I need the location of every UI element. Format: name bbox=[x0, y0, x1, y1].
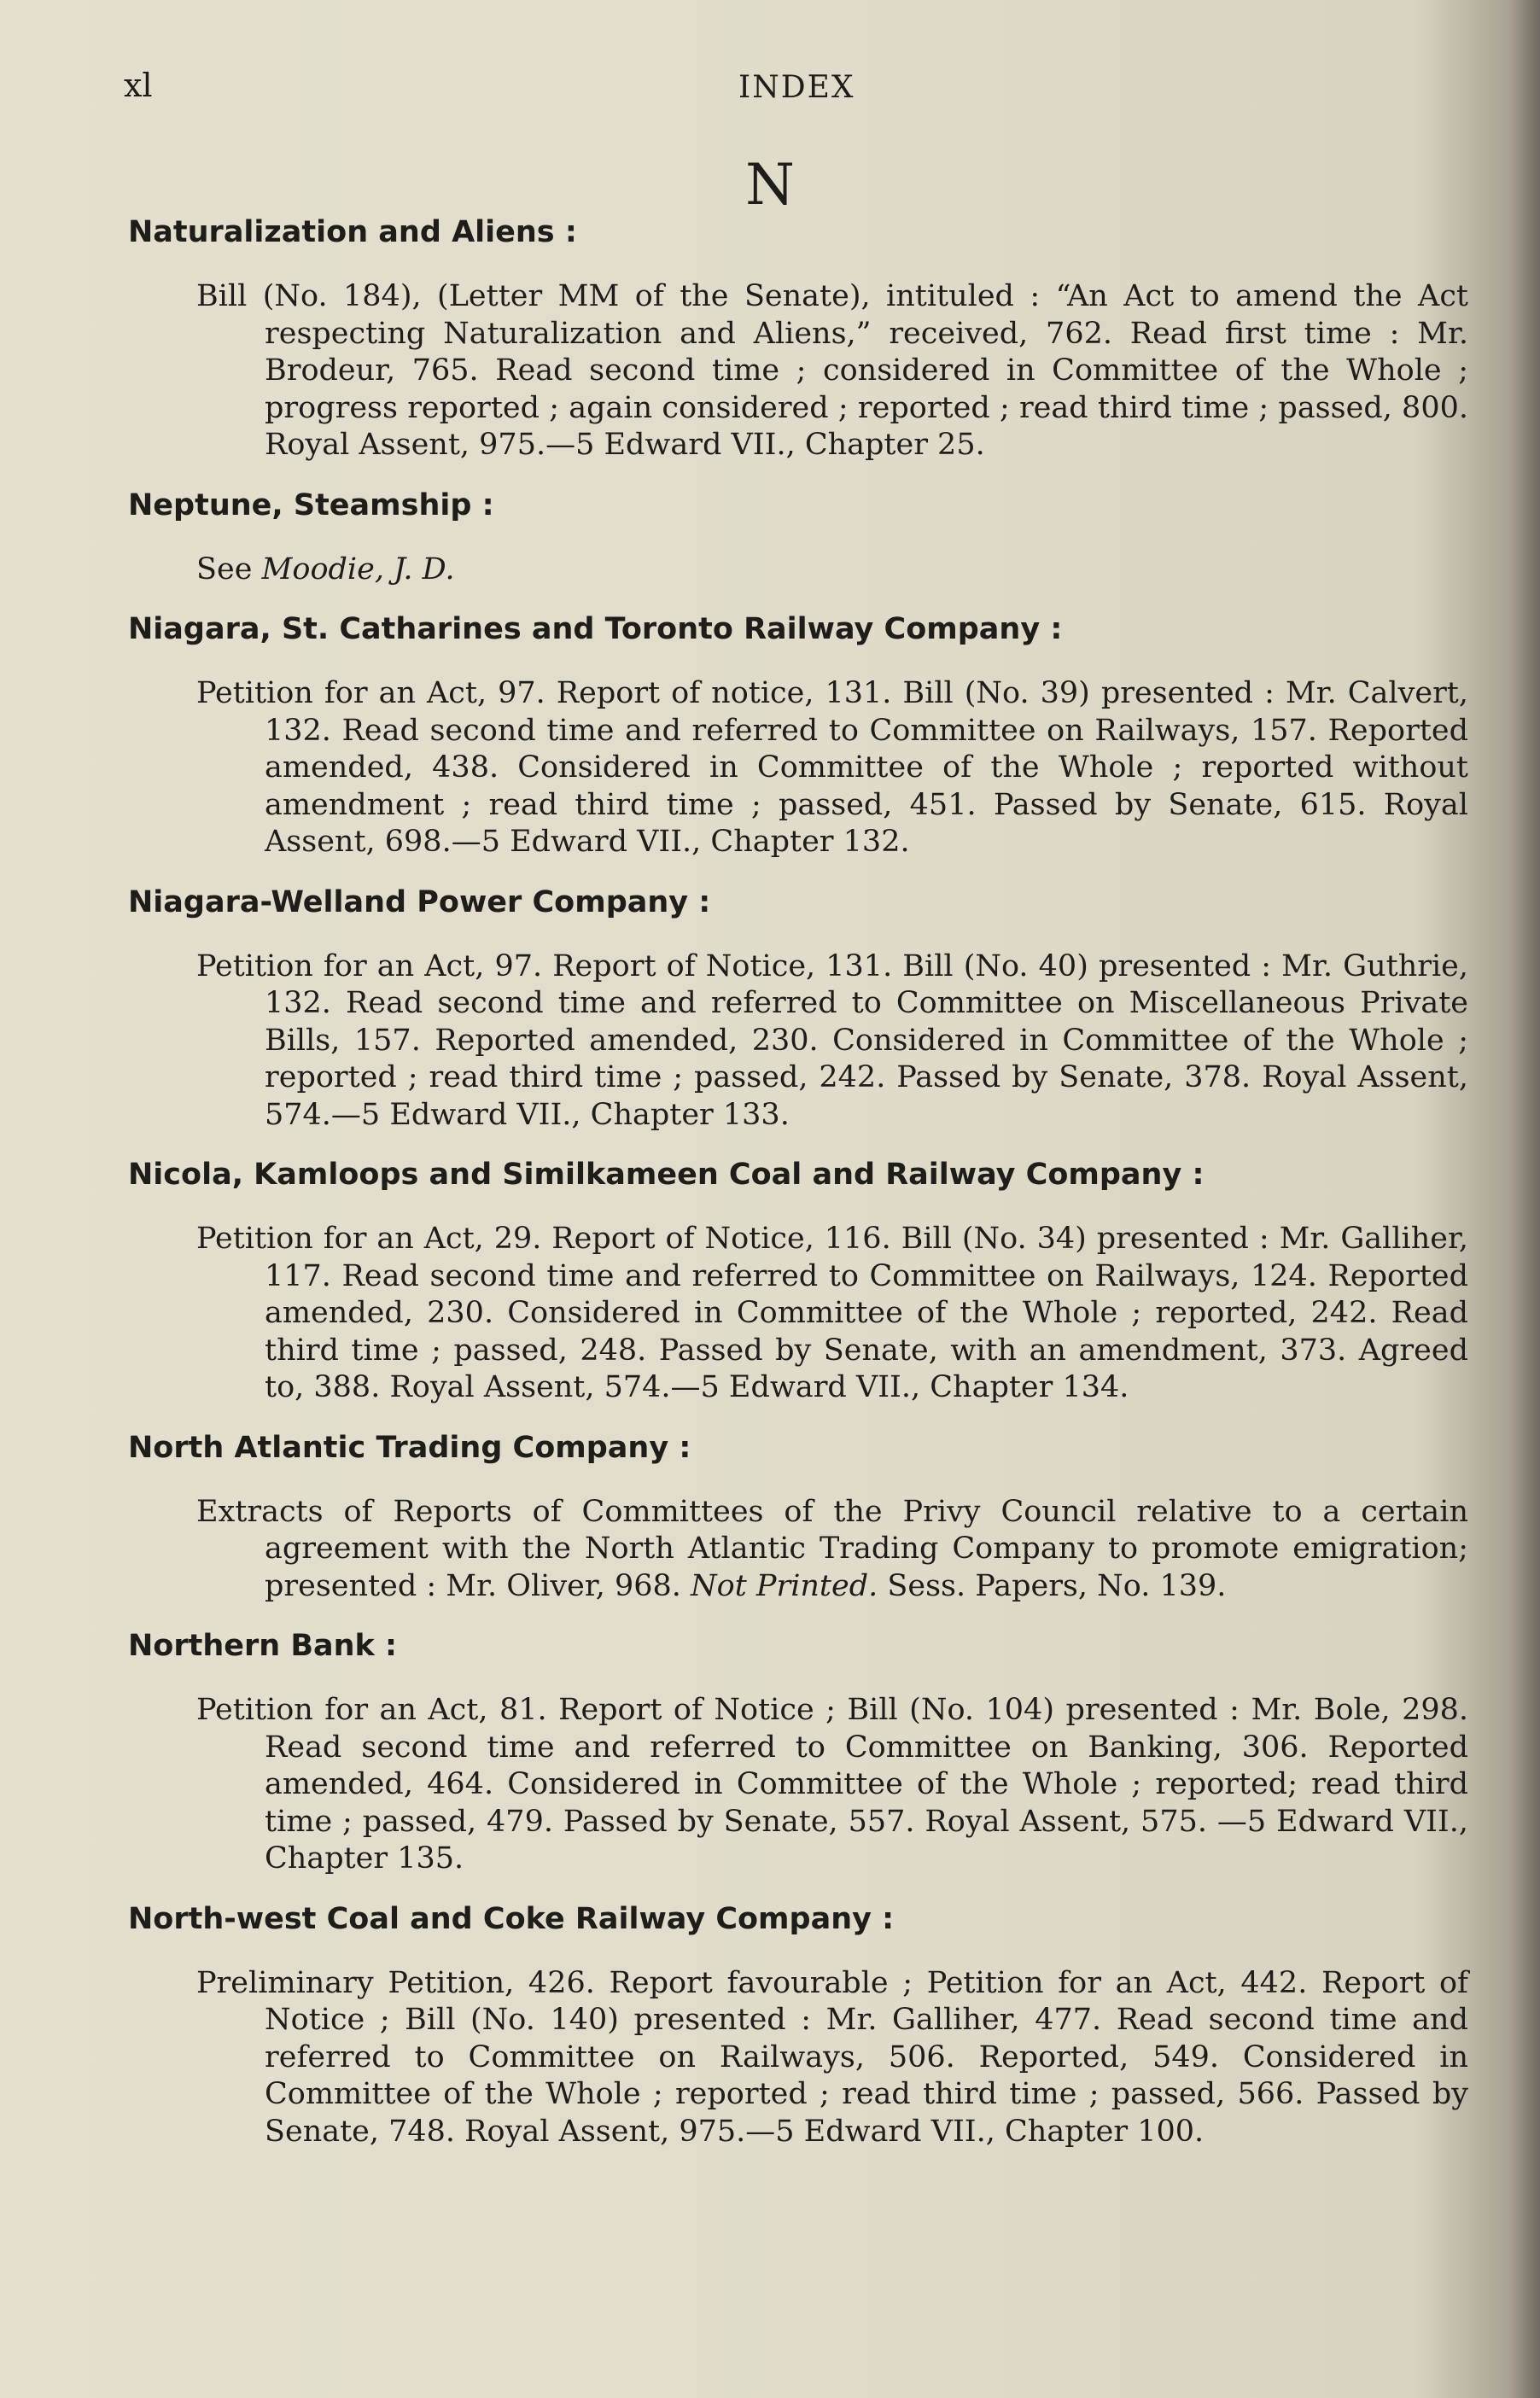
entry-body bbox=[196, 551, 1468, 589]
index-entry bbox=[128, 213, 1468, 464]
index-entry bbox=[128, 1429, 1468, 1606]
entry-text: Petition for an Act, 29. Report of Notice, 116. Bill (No. 34) presented : Mr. Galliher, 117. Read second time and referred to Committee on Railways, 124. Reported amended, 230. Considered in Committee of the Whole ; reported, 242. Read third time ; passed, 248. Passed by Senate, with an amendment, 373. Agreed to, 388. Royal Assent, 574.—5 Edward VII., Chapter 134. bbox=[196, 1222, 1468, 1404]
entry-heading: North-west Coal and Coke Railway Company : bbox=[128, 1901, 895, 1936]
entry-text: Petition for an Act, 81. Report of Notice ; Bill (No. 104) presented : Mr. Bole, 298. Read second time and referred to Committee on Banking, 306. Reported amended, 464. Considered in Committee of the Whole ; reported; read third time ; passed, 479. Passed by Senate, 557. Royal Assent, 575. —5 Edward VII., Chapter 135. bbox=[196, 1693, 1468, 1876]
entry-heading: Nicola, Kamloops and Similkameen Coal and Railway Company : bbox=[128, 1158, 1205, 1192]
entry-body bbox=[196, 1221, 1468, 1407]
entry-text: Petition for an Act, 97. Report of Notice, 131. Bill (No. 40) presented : Mr. Guthrie, 132. Read second time and referred to Committee on Miscellaneous Private Bills, 157. Reported amended, 230. Considered in Committee of the Whole ; reported ; read third time ; passed, 242. Passed by Senate, 378. Royal Assent, 574.—5 Edward VII., Chapter 133. bbox=[196, 948, 1468, 1132]
index-entry bbox=[128, 487, 1468, 589]
entry-body bbox=[196, 1965, 1468, 2151]
entry-text: Sess. Papers, No. 139. bbox=[878, 1568, 1227, 1603]
entry-heading: Northern Bank : bbox=[128, 1629, 398, 1663]
entry-heading: North Atlantic Trading Company : bbox=[128, 1430, 691, 1465]
entry-body bbox=[196, 1494, 1468, 1606]
entry-body bbox=[196, 1692, 1468, 1878]
entry-body bbox=[196, 675, 1468, 861]
section-letter: N bbox=[745, 152, 795, 218]
entry-body bbox=[196, 278, 1468, 464]
entry-heading: Neptune, Steamship : bbox=[128, 487, 494, 522]
entry-text: Petition for an Act, 97. Report of notice, 131. Bill (No. 39) presented : Mr. Calvert, 132. Read second time and referred to Committee on Railways, 157. Reported amended, 438. Considered in Committee of the Whole ; reported without amendment ; read third time ; passed, 451. Passed by Senate, 615. Royal Assent, 698.—5 Edward VII., Chapter 132. bbox=[196, 676, 1468, 859]
entry-text: Extracts of Reports of Committees of the Privy Council relative to a certain agreement with the North Atlantic Trading Company to promote emigration; presented : Mr. Oliver, 968. bbox=[196, 1494, 1468, 1603]
entry-text: See bbox=[196, 551, 262, 586]
index-entry bbox=[128, 1627, 1468, 1878]
index-entry bbox=[128, 1900, 1468, 2151]
index-entries bbox=[128, 213, 1468, 2173]
italic-reference: Moodie, J. D. bbox=[261, 551, 455, 586]
entry-body bbox=[196, 948, 1468, 1135]
italic-reference: Not Printed. bbox=[691, 1568, 878, 1603]
entry-heading: Naturalization and Aliens : bbox=[128, 215, 577, 249]
entry-heading: Niagara-Welland Power Company : bbox=[128, 884, 711, 919]
index-entry bbox=[128, 610, 1468, 861]
running-head: INDEX bbox=[738, 70, 855, 105]
page-header bbox=[124, 67, 1455, 109]
entry-text: Bill (No. 184), (Letter MM of the Senate), intituled : “An Act to amend the Act respecting Naturalization and Aliens,” received, 762. Read first time : Mr. Brodeur, 765. Read second time ; considered in Committee of the Whole ; progress reported ; again considered ; reported ; read third time ; passed, 800. Royal Assent, 975.—5 Edward VII., Chapter 25. bbox=[196, 279, 1468, 462]
index-entry bbox=[128, 1156, 1468, 1407]
entry-heading: Niagara, St. Catharines and Toronto Railway Company : bbox=[128, 612, 1063, 646]
index-entry bbox=[128, 884, 1468, 1135]
entry-text: Preliminary Petition, 426. Report favourable ; Petition for an Act, 442. Report of Notice ; Bill (No. 140) presented : Mr. Galliher, 477. Read second time and referred to Committee on Railways, 506. Reported, 549. Considered in Committee of the Whole ; reported ; read third time ; passed, 566. Passed by Senate, 748. Royal Assent, 975.—5 Edward VII., Chapter 100. bbox=[196, 1965, 1468, 2149]
page-number: xl bbox=[124, 67, 153, 104]
